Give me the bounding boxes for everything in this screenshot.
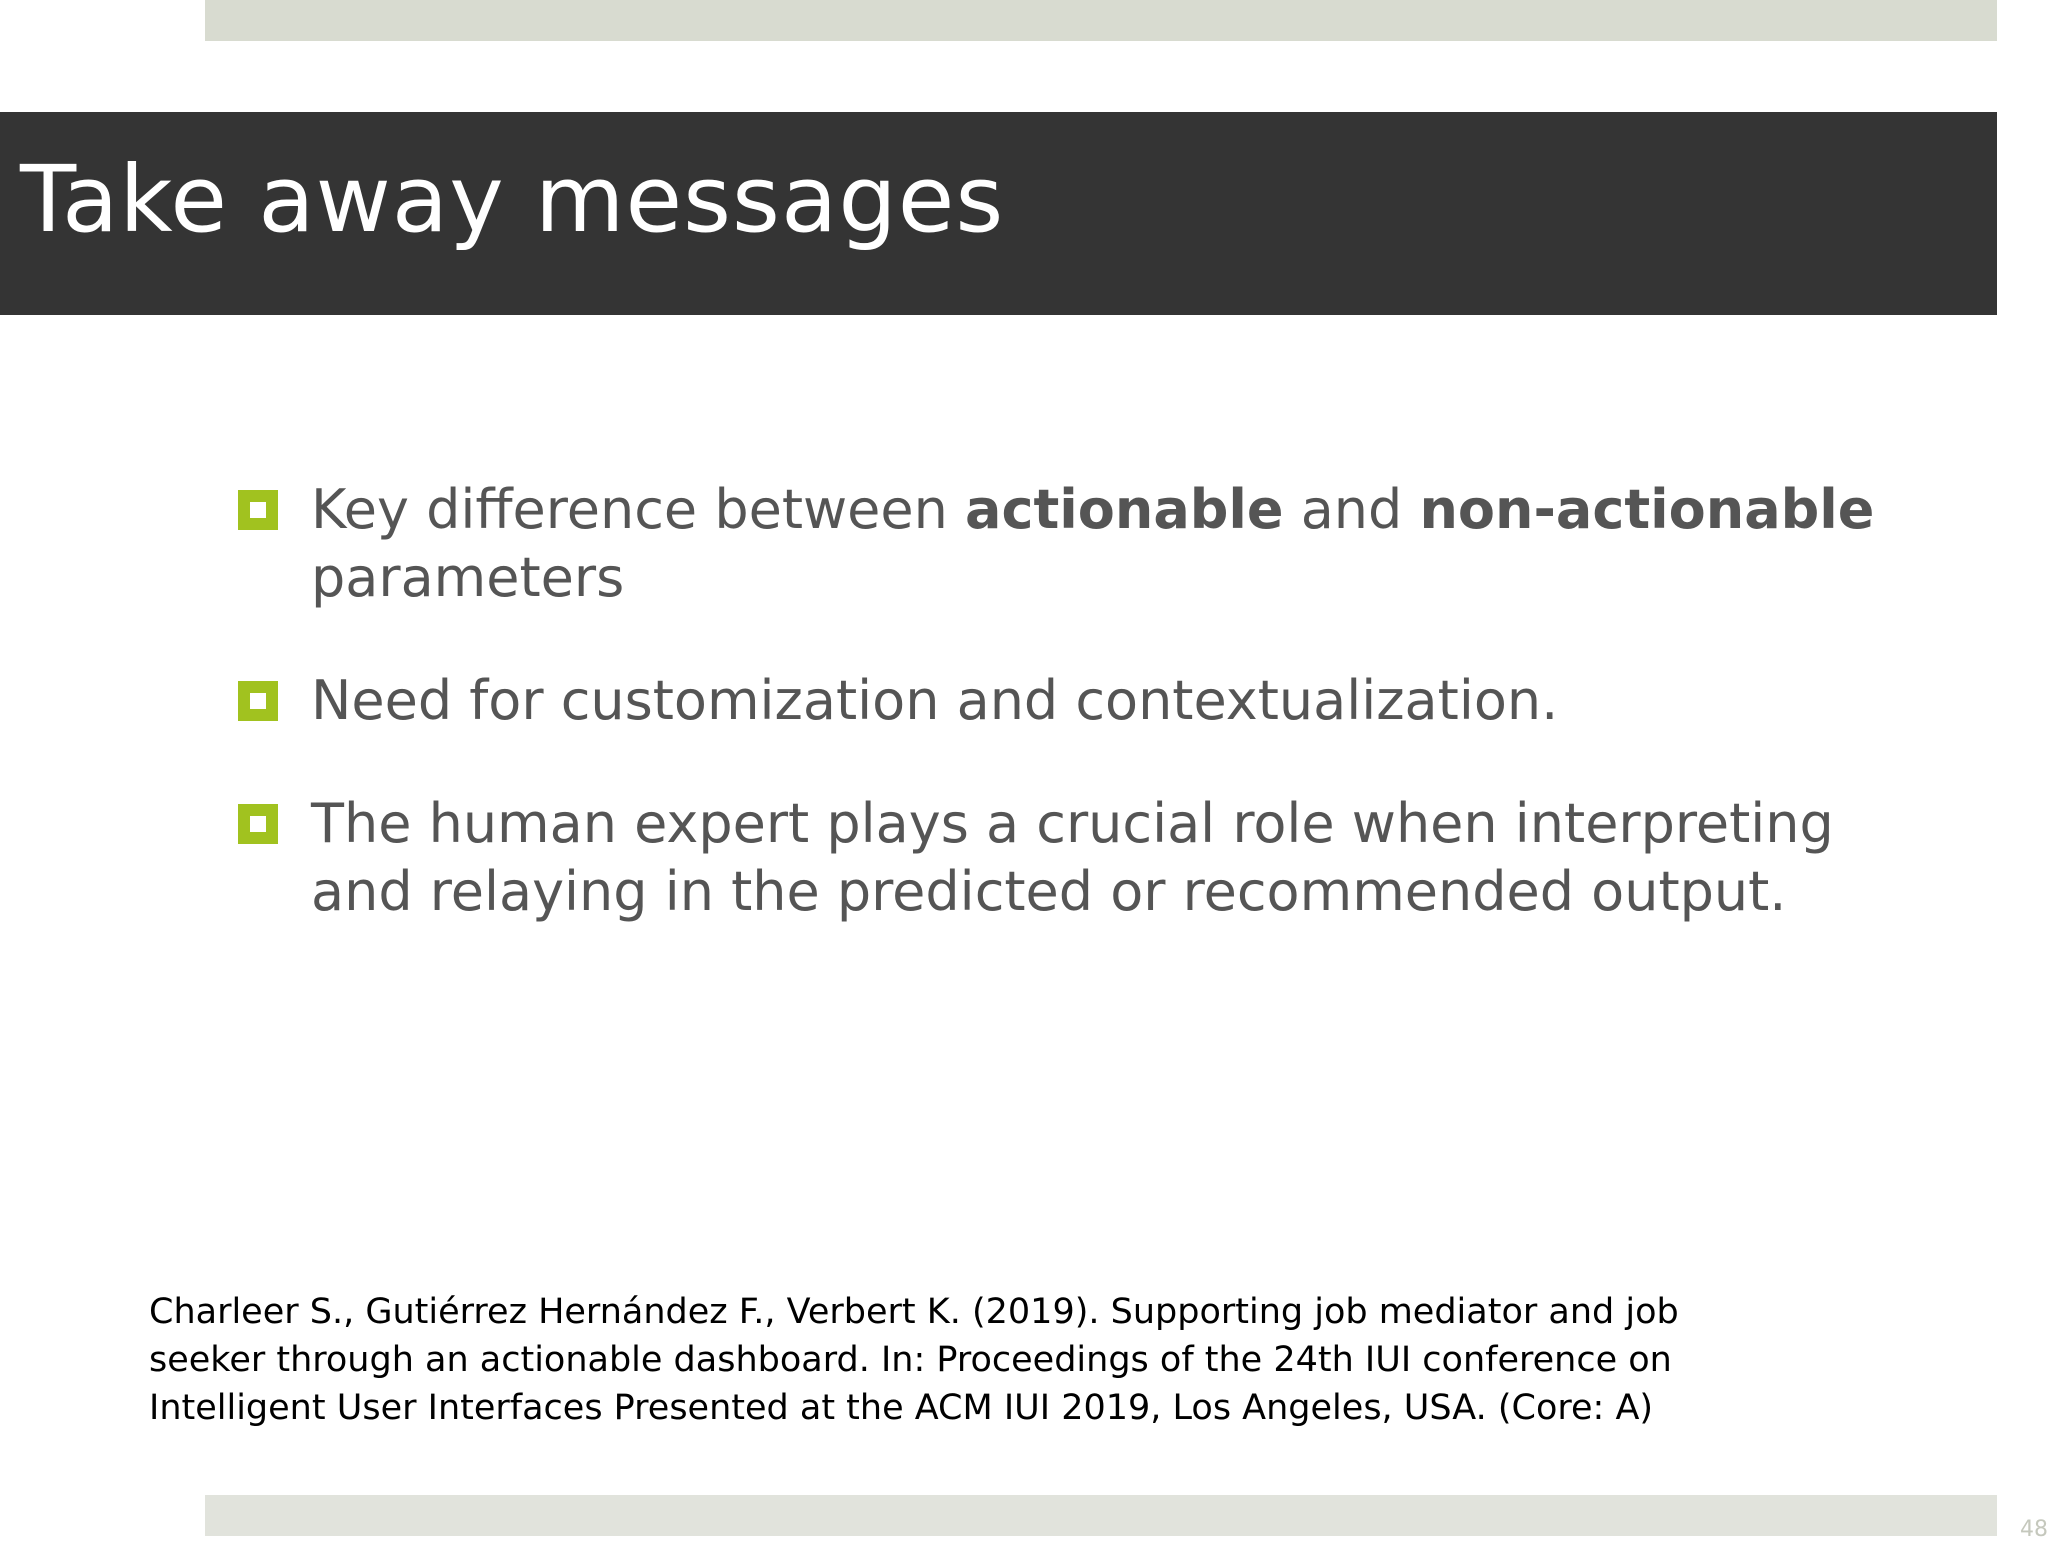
square-bullet-icon <box>238 490 278 530</box>
bullet-list <box>238 476 1938 926</box>
bold-term-non-actionable: non-actionable <box>1419 478 1875 541</box>
bullet-text-line-2: and relaying in the predicted or recommended output. <box>311 860 1787 923</box>
citation-line-2: seeker through an actionable dashboard. In: Proceedings of the 24th IUI conference on <box>149 1340 1672 1380</box>
bullet-item-human-expert <box>238 790 1938 926</box>
bullet-text-line-1: The human expert plays a crucial role when interpreting <box>311 792 1834 855</box>
bullet-text-prefix: Key difference between <box>311 478 965 541</box>
citation-line-1: Charleer S., Gutiérrez Hernández F., Verbert K. (2019). Supporting job mediator and job <box>149 1292 1679 1332</box>
square-bullet-icon <box>238 681 278 721</box>
slide-title: Take away messages <box>20 146 1005 253</box>
bullet-item-actionable-parameters <box>238 476 1938 612</box>
bottom-decorative-bar <box>205 1495 1997 1536</box>
bullet-text: Need for customization and contextualization. <box>311 669 1559 732</box>
citation-line-3: Intelligent User Interfaces Presented at the ACM IUI 2019, Los Angeles, USA. (Core: A) <box>149 1388 1654 1428</box>
bullet-text-connector: and <box>1283 478 1420 541</box>
slide-page-number: 48 <box>2020 1517 2048 1542</box>
bullet-text-continuation: parameters <box>311 546 625 609</box>
top-decorative-bar <box>205 0 1997 41</box>
bold-term-actionable: actionable <box>965 478 1284 541</box>
reference-citation <box>149 1288 1969 1432</box>
square-bullet-icon <box>238 804 278 844</box>
bullet-item-customization <box>238 667 1938 735</box>
